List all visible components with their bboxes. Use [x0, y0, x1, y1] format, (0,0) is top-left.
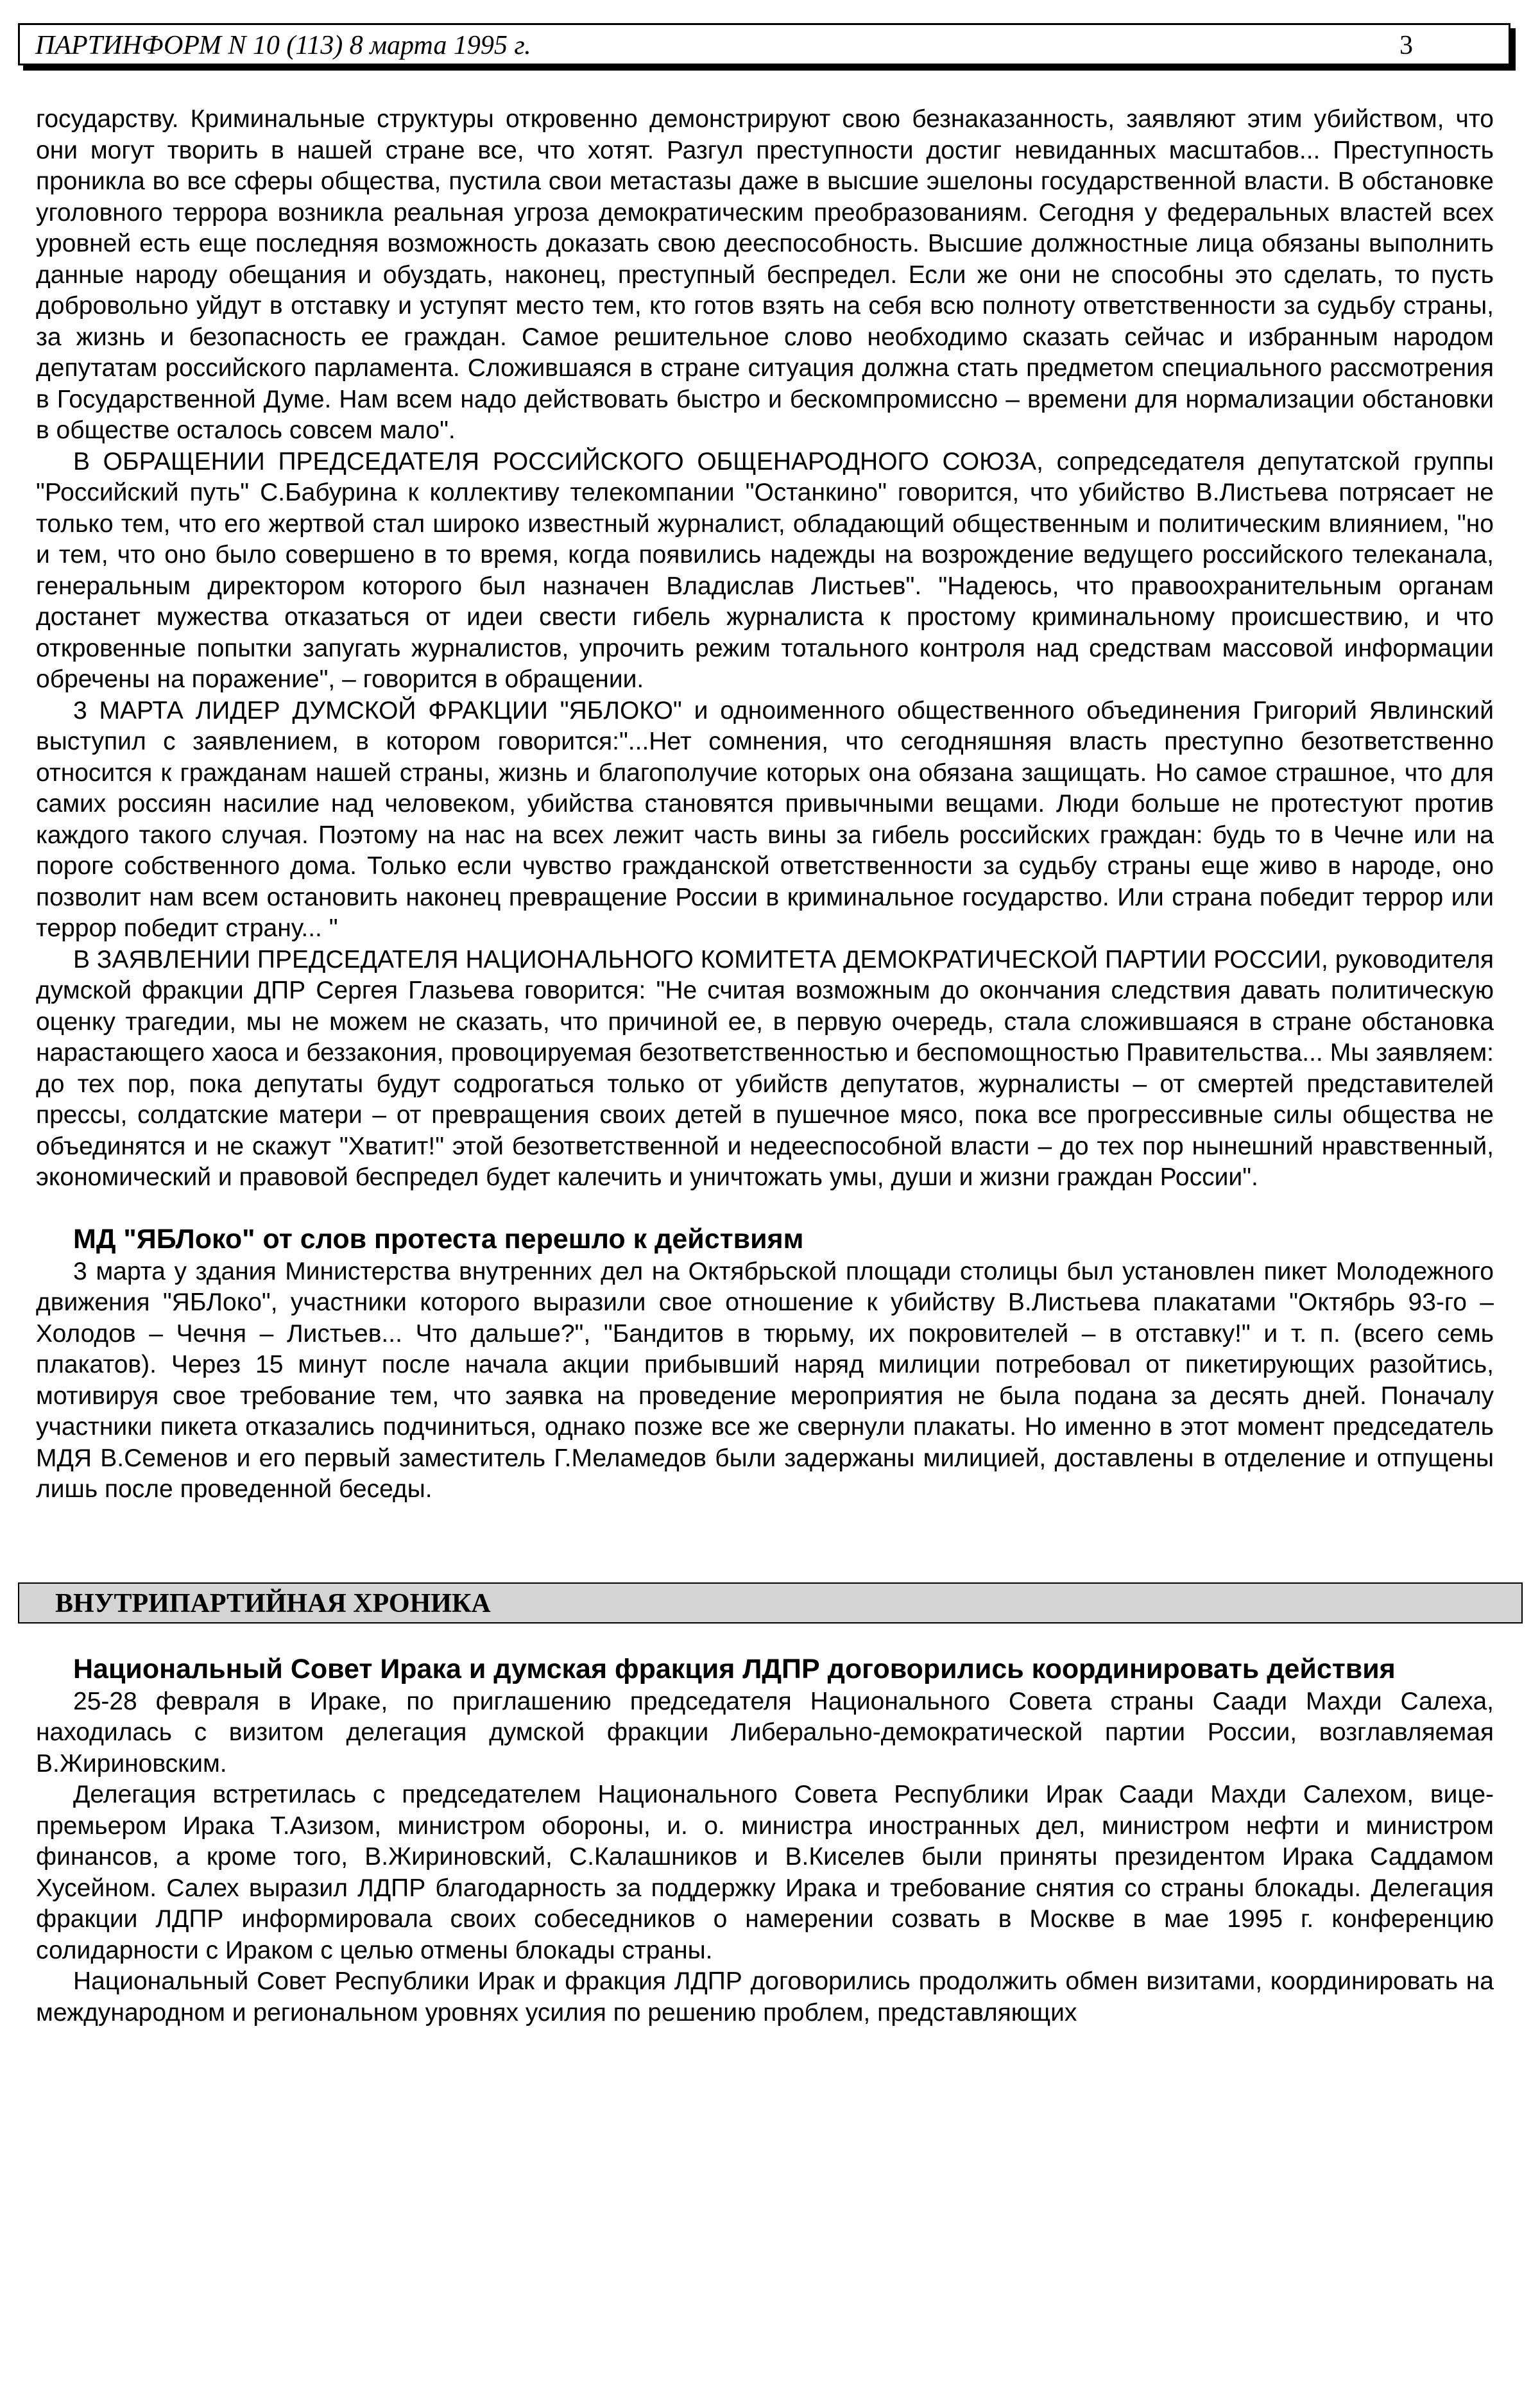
paragraph-iraq-visit: 25-28 февраля в Ираке, по приглашению председателя Национального Совета страны Саади Махди Салеха, находилась с визитом делегация думской фракции Либерально-демократической партии России, возглавляемая В.Жириновским.: [36, 1687, 1494, 1778]
paragraph-continuation: государству. Криминальные структуры откровенно демонстрируют свою безнаказанность, заявляют этим убийством, что они могут творить в нашей стране все, что хотят. Разгул преступности достиг невиданных масштабов... Преступность проникла во все сферы общества, пустила свои метастазы даже в высшие эшелоны государственной власти. В обстановке уголовного террора возникла реальная угроза демократическим преобразованиям. Сегодня у федеральных властей всех уровней есть еще последняя возможность доказать свою дееспособность. Высшие должностные лица обязаны выполнить данные народу обещания и обуздать, наконец, преступный беспредел. Если же они не способны это сделать, то пусть добровольно уйдут в отставку и уступят место тем, кто готов взять на себя всю полноту ответственности за судьбу страны, за жизнь и безопасность ее граждан. Самое решительное слово необходимо сказать сейчас и избранным народом депутатам российского парламента. Сложившаяся в стране ситуация должна стать предметом специального рассмотрения в Государственной Думе. Нам всем надо действовать быстро и бескомпромиссно – времени для нормализации обстановки в обществе осталось совсем мало".: [36, 105, 1494, 444]
newspaper-page: [18, 23, 1523, 2028]
paragraph-iraq-agreement: Национальный Совет Республики Ирак и фракция ЛДПР договорились продолжить обмен визитами, координировать на международном и региональном уровнях усилия по решению проблем, представляющих: [36, 1967, 1494, 2026]
page-content: [18, 104, 1494, 2028]
article-heading-iraq: Национальный Совет Ирака и думская фракция ЛДПР договорились координировать действия: [73, 1653, 1396, 1684]
paragraph-picket: 3 марта у здания Министерства внутренних дел на Октябрьской площади столицы был установлен пикет Молодежного движения "ЯБЛоко", участники которого выразили свое отношение к убийству В.Листьева плакатами "Октябрь 93-го – Холодов – Чечня – Листьев... Что дальше?", "Бандитов в тюрьму, их покровителей – в отставку!" и т. п. (всего семь плакатов). Через 15 минут после начала акции прибывший наряд милиции потребовал от пикетирующих разойтись, мотивируя свое требование тем, что заявка на проведение мероприятия не была подана за десять дней. Поначалу участники пикета отказались подчиниться, однако позже все же свернули плакаты. Но именно в этот момент председатель МДЯ В.Семенов и его первый заместитель Г.Меламедов были задержаны милицией, доставлены в отделение и отпущены лишь после проведенной беседы.: [36, 1257, 1494, 1503]
paragraph-iraq-meetings: Делегация встретилась с председателем Национального Совета Республики Ирак Саади Махди Салехом, вице-премьером Ирака Т.Азизом, министром обороны, и. о. министра иностранных дел, министром нефти и министром финансов, а кроме того, В.Жириновский, С.Калашников и В.Киселев были приняты президентом Ирака Саддамом Хусейном. Салех выразил ЛДПР благодарность за поддержку Ирака и требование снятия со страны блокады. Делегация фракции ЛДПР информировала своих собеседников о намерении созвать в Москве в мае 1995 г. конференцию солидарности с Ираком с целью отмены блокады страны.: [36, 1781, 1494, 1964]
paragraph-glazyev: В ЗАЯВЛЕНИИ ПРЕДСЕДАТЕЛЯ НАЦИОНАЛЬНОГО КОМИТЕТА ДЕМОКРАТИЧЕСКОЙ ПАРТИИ РОССИИ, руководителя думской фракции ДПР Сергея Глазьева говорится: "Не считая возможным до окончания следствия давать политическую оценку трагедии, мы не можем не сказать, что причиной ее, в первую очередь, стала сложившаяся в стране обстановка нарастающего хаоса и беззакония, провоцируемая безответственностью и беспомощностью Правительства... Мы заявляем: до тех пор, пока депутаты будут содрогаться только от убийств депутатов, журналисты – от смертей представителей прессы, солдатские матери – от превращения своих детей в пушечное мясо, пока все прогрессивные силы общества не объединятся и не скажут "Хватит!" этой безответственной и недееспособной власти – до тех пор нынешний нравственный, экономический и правовой беспредел будет калечить и уничтожать умы, души и жизни граждан России".: [36, 945, 1494, 1191]
issue-title: ПАРТИНФОРМ N 10 (113) 8 марта 1995 г.: [35, 31, 531, 60]
page-header: [18, 23, 1510, 65]
paragraph-yavlinsky: 3 МАРТА ЛИДЕР ДУМСКОЙ ФРАКЦИИ "ЯБЛОКО" и одноименного общественного объединения Григорий Явлинский выступил с заявлением, в котором говорится:"...Нет сомнения, что сегодняшняя власть преступно безответственно относится к гражданам нашей страны, жизнь и благополучие которых она обязана защищать. Но самое страшное, что для самих россиян насилие над человеком, убийства становятся привычными вещами. Люди больше не протестуют против каждого такого случая. Поэтому на нас на всех лежит часть вины за гибель российских граждан: будь то в Чечне или на пороге собственного дома. Только если чувство гражданской ответственности за судьбу страны еще живо в народе, оно позволит нам всем остановить наконец превращение России в криминальное государство. Или страна победит террор или террор победит страну... ": [36, 696, 1494, 942]
section-heading-bar: [18, 1582, 1523, 1624]
article-heading-yabloko: МД "ЯБЛоко" от слов протеста перешло к действиям: [73, 1223, 804, 1255]
page-number: 3: [1399, 31, 1413, 60]
section-title: ВНУТРИПАРТИЙНАЯ ХРОНИКА: [55, 1588, 491, 1618]
paragraph-baburin: В ОБРАЩЕНИИ ПРЕДСЕДАТЕЛЯ РОССИЙСКОГО ОБЩЕНАРОДНОГО СОЮЗА, сопредседателя депутатской группы "Российский путь" С.Бабурина к коллективу телекомпании "Останкино" говорится, что убийство В.Листьева потрясает не только тем, что его жертвой стал широко известный журналист, обладающий общественным и политическим влиянием, "но и тем, что оно было совершено в то время, когда появились надежды на возрождение ведущего российского телеканала, генеральным директором которого был назначен Владислав Листьев". "Надеюсь, что правоохранительным органам достанет мужества отказаться от идеи свести гибель журналиста к простому криминальному происшествию, и что откровенные попытки запугать журналистов, упрочить режим тотального контроля над средствам массовой информации обречены на поражение", – говорится в обращении.: [36, 447, 1494, 693]
